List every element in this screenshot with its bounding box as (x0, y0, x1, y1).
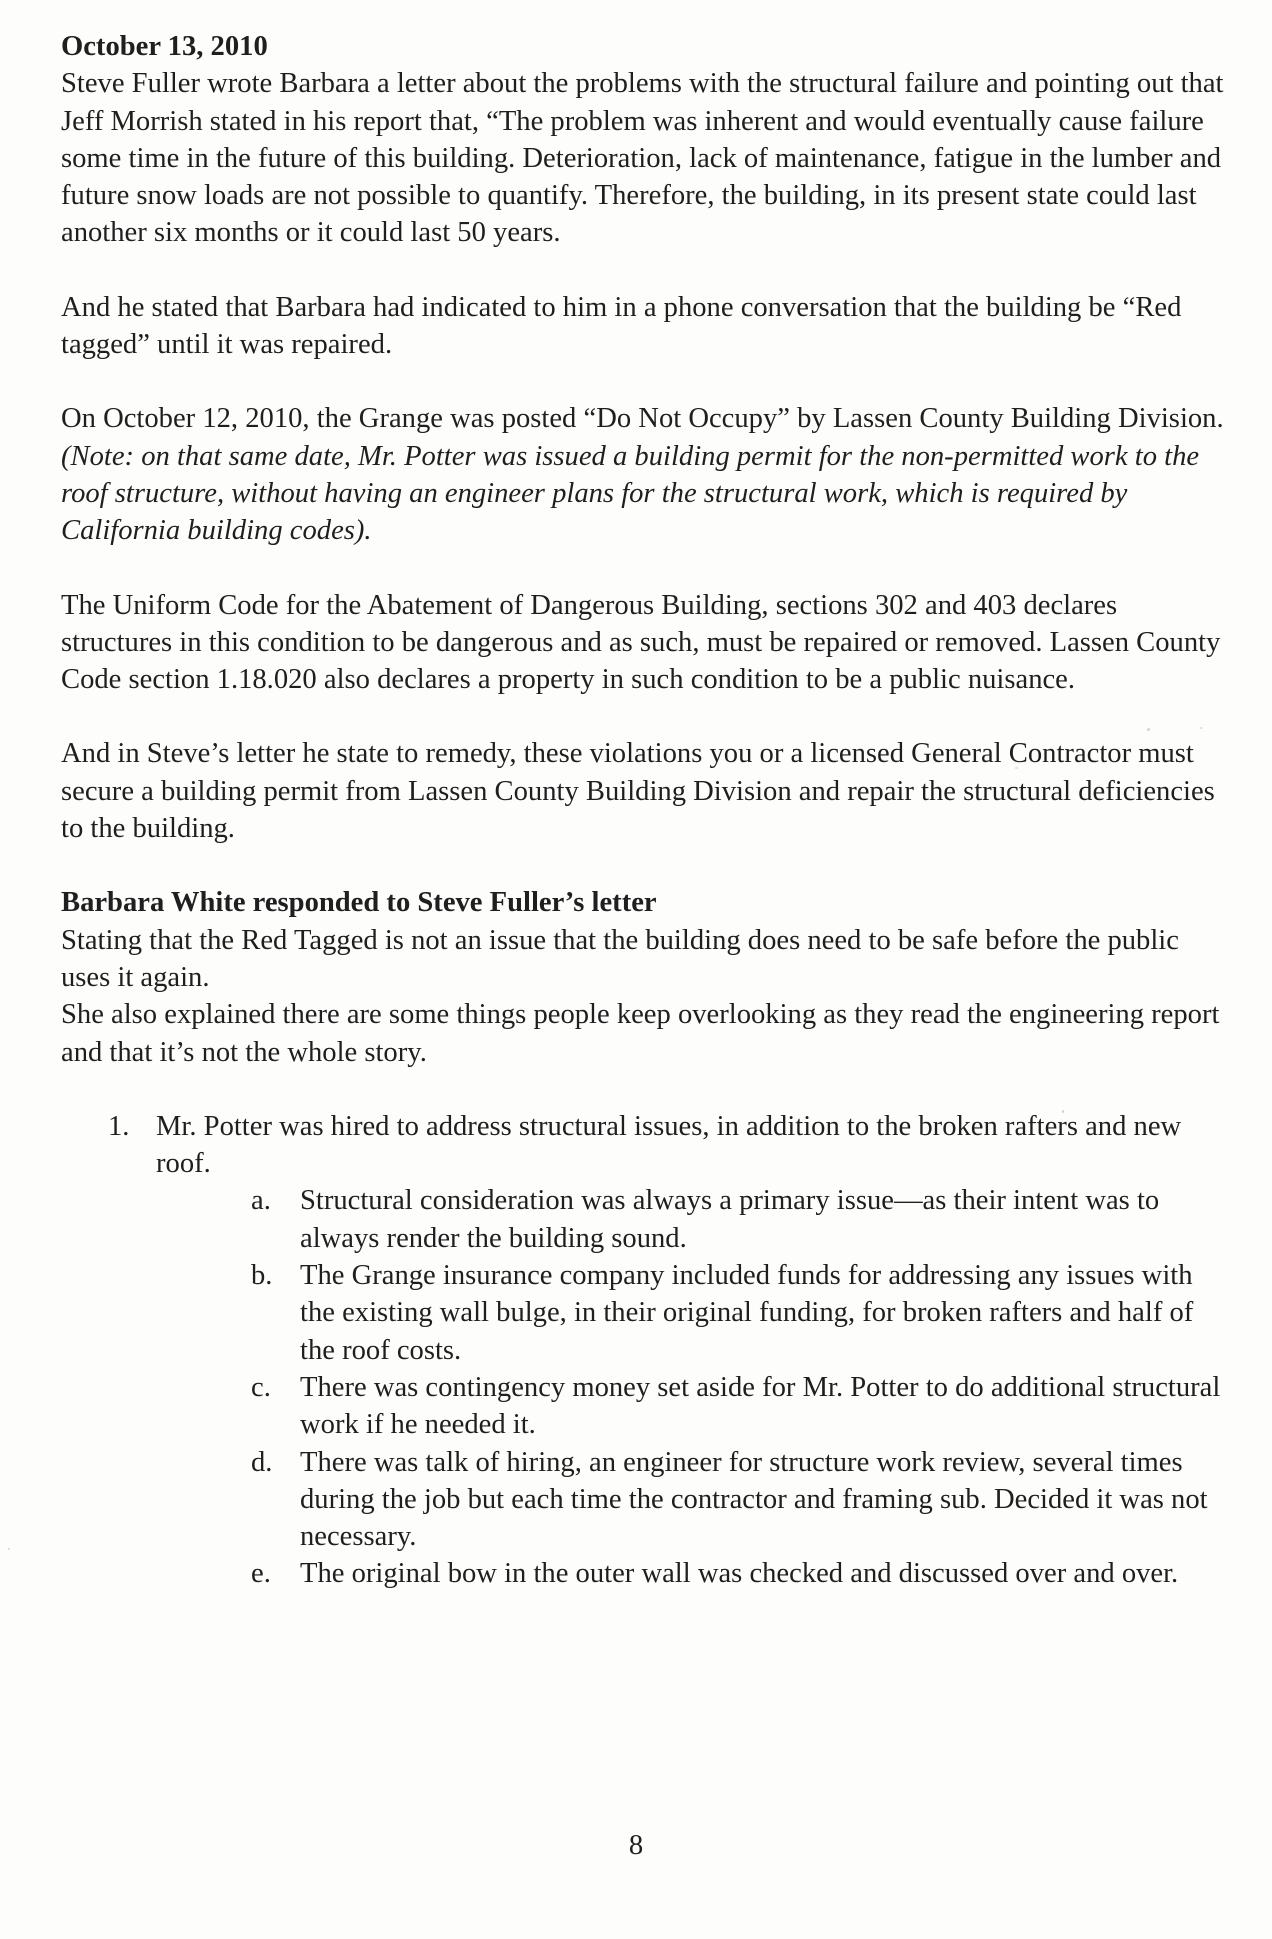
scan-speck (1062, 1110, 1064, 1113)
paragraph-red-tagged-response: Stating that the Red Tagged is not an issue that the building does need to be safe before the public uses it again. (61, 924, 1179, 993)
sublist-wrapper (61, 1182, 1231, 1592)
do-not-occupy-text: On October 12, 2010, the Grange was posted “Do Not Occupy” by Lassen County Building Division. (61, 403, 1224, 435)
paragraph-fuller-letter: Steve Fuller wrote Barbara a letter about the problems with the structural failure and pointing out that Jeff Morrish stated in his report that, “The problem was inherent and would eventually cause failure some time in the future of this building. Deterioration, lack of maintenance, fatigue in the lumber and future snow loads are not possible to quantify. Therefore, the building, in its present state could last another six months or it could last 50 years. (61, 68, 1224, 249)
paragraph-engineering-report: She also explained there are some things people keep overlooking as they read the engineering report and that it’s not the whole story. (61, 999, 1220, 1068)
sublist-item-text: There was contingency money set aside for Mr. Potter to do additional structural work if he needed it. (300, 1371, 1221, 1441)
scan-speck (1015, 767, 1018, 769)
sublist-item (61, 1369, 1231, 1444)
sublist-item (61, 1182, 1231, 1257)
response-heading: Barbara White responded to Steve Fuller’s letter (61, 887, 657, 919)
sublist-item (61, 1444, 1231, 1556)
page-number: 8 (628, 1830, 644, 1861)
sublist-item (61, 1555, 1231, 1592)
numbered-list (61, 1108, 1231, 1593)
paragraph-red-tag: And he stated that Barbara had indicated to him in a phone conversation that the building be “Red tagged” until it was repaired. (61, 291, 1182, 361)
sublist-item-text: There was talk of hiring, an engineer for structure work review, several times during the job but each time the contractor and framing sub. Decided it was not necessary. (300, 1446, 1208, 1553)
lettered-sublist (61, 1182, 1231, 1592)
scan-speck (1200, 727, 1202, 729)
list-item-text: Mr. Potter was hired to address structural issues, in addition to the broken rafters and new roof. (156, 1110, 1182, 1180)
sublist-item-text: The original bow in the outer wall was checked and discussed over and over. (300, 1558, 1179, 1590)
sublist-marker: a. (251, 1185, 271, 1217)
permit-note: (Note: on that same date, Mr. Potter was issued a building permit for the non-permitted work to the roof structure, without having an engineer plans for the structural work, which is required by California building codes). (61, 440, 1200, 547)
paragraph-remedy: And in Steve’s letter he state to remedy, these violations you or a licensed General Contractor must secure a building permit from Lassen County Building Division and repair the structural deficiencies to the building. (61, 738, 1215, 845)
list-item (61, 1108, 1231, 1593)
date-heading: October 13, 2010 (61, 31, 268, 62)
sublist-marker: b. (251, 1260, 273, 1292)
sublist-item-text: The Grange insurance company included funds for addressing any issues with the existing wall bulge, in their original funding, for broken rafters and half of the roof costs. (300, 1260, 1194, 1366)
sublist-marker: d. (251, 1446, 273, 1478)
scan-speck (1147, 728, 1150, 731)
page-content (61, 28, 1231, 1593)
paragraph-do-not-occupy (61, 400, 1231, 549)
sublist-item (61, 1257, 1231, 1369)
paragraph-uniform-code: The Uniform Code for the Abatement of Dangerous Building, sections 302 and 403 declares structures in this condition to be dangerous and as such, must be repaired or removed. Lassen County Code section 1.18.020 also declares a property in such condition to be a public nuisance. (61, 589, 1221, 696)
sublist-item-text: Structural consideration was always a primary issue—as their intent was to always render the building sound. (300, 1185, 1160, 1254)
list-marker: 1. (108, 1110, 130, 1142)
sublist-marker: e. (251, 1558, 271, 1590)
scan-speck (8, 1548, 10, 1550)
sublist-marker: c. (251, 1371, 271, 1403)
